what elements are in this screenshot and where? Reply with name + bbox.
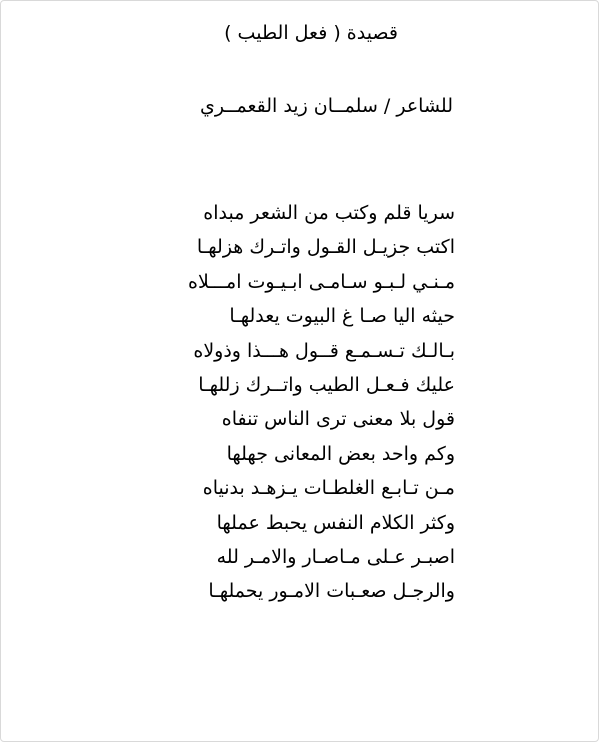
poet-line: للشاعر / سلمــان زيد القعمــري [199,95,453,117]
verse-line: وكثر الكلام النفس يحبط عملها [216,511,455,534]
verse-line: بـالـك تـسـمـع قــول هـــذا وذولاه [193,339,455,362]
verse-line: قول بلا معنى ترى الناس تنفاه [221,408,455,431]
verse-line: سريا قلم وكتب من الشعر مبداه [203,202,455,224]
verse-line: عليك فـعـل الطيب واتــرك زللهـا [198,373,455,396]
verse-line: مـنـي لـبـو سـامـى ابـيـوت امـــلاه [188,270,455,293]
verse-line: مـن تـابـع الغلطـات يـزهـد بدنياه [202,477,455,500]
verse-line: اصبـر عـلى مـاصـار والامـر لله [216,545,455,568]
poem-title: قصيدة ( فعل الطيب ) [224,22,398,44]
verse-list [135,196,455,609]
verse-line: اكتب جزيـل القـول واتـرك هزلهـا [196,236,455,259]
verse-line: وكم واحد بعض المعانى جهلها [226,442,455,465]
verse-line: حيثه اليا صـا غ البيوت يعدلهـا [229,305,455,328]
verse-line: والرجـل صعـبات الامـور يحملهـا [208,580,455,603]
